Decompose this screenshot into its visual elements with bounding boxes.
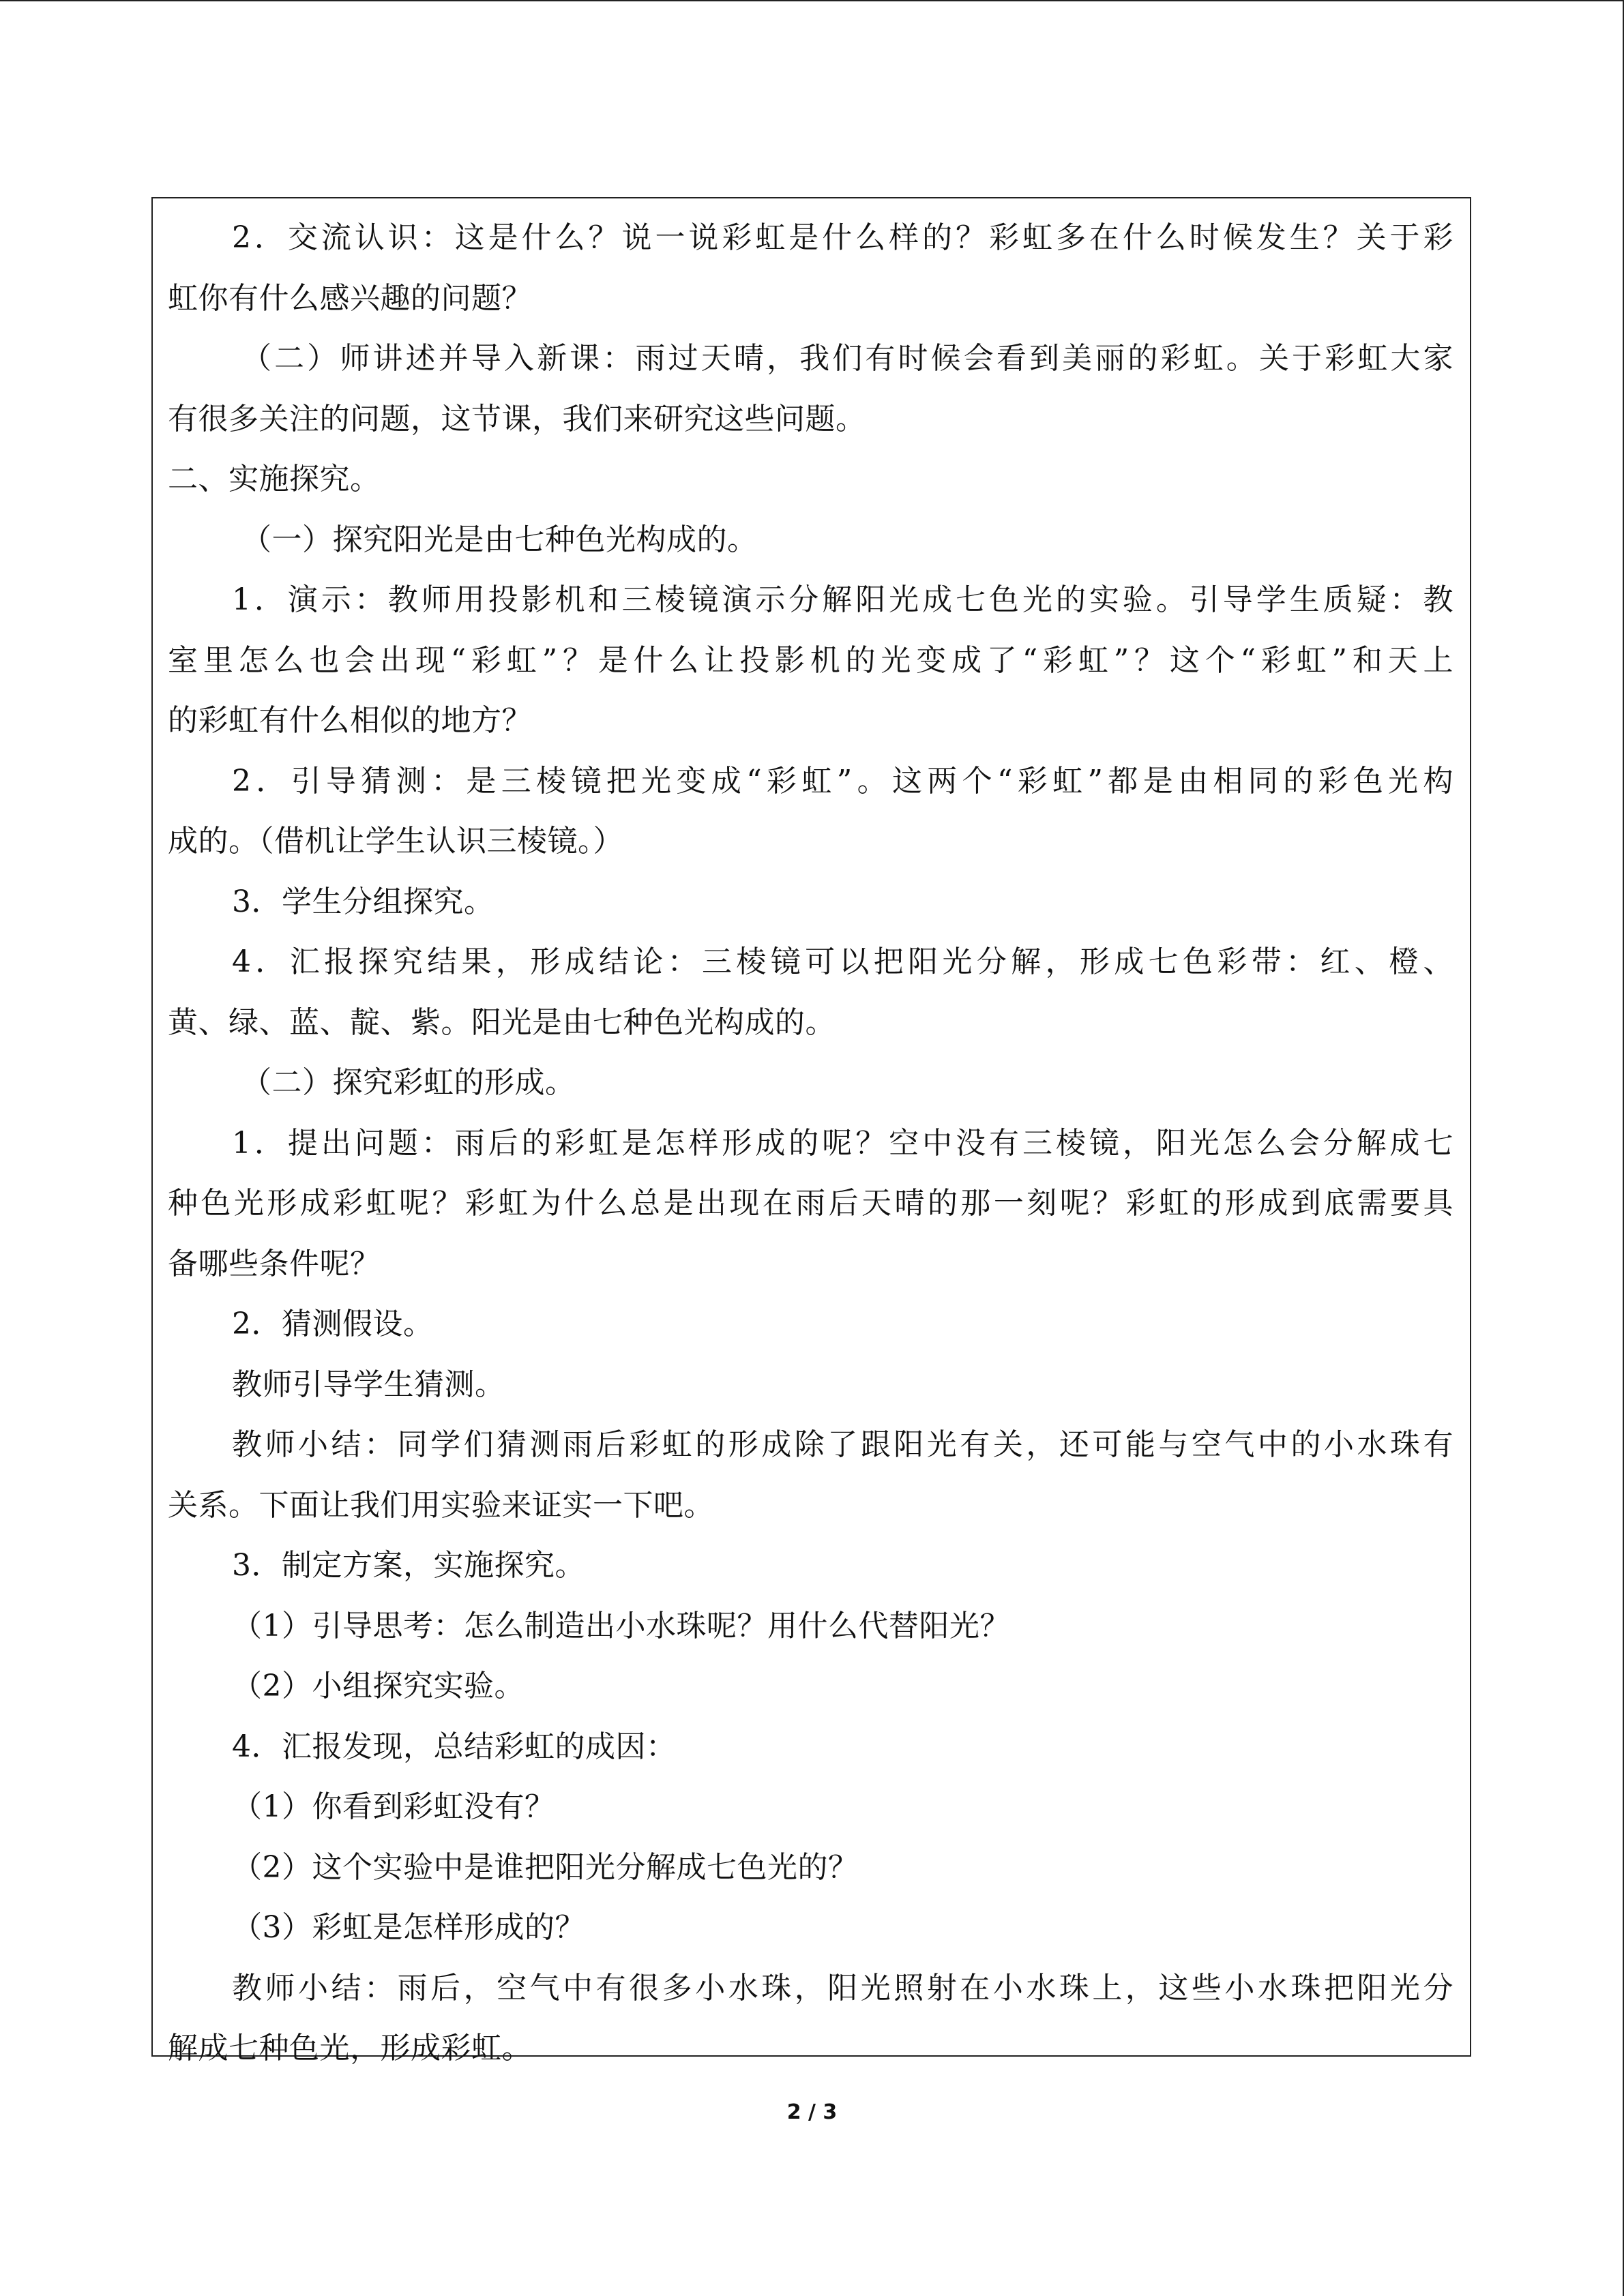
- text-line: 有很多关注的问题，这节课，我们来研究这些问题。: [168, 401, 866, 436]
- page-top-border: [0, 0, 1624, 1]
- text-line: 3．学生分组探究。: [232, 884, 494, 919]
- text-line: 教师小结：同学们猜测雨后彩虹的形成除了跟阳光有关，还可能与空气中的小水珠有: [232, 1427, 1453, 1462]
- text-line: 关系。下面让我们用实验来证实一下吧。: [168, 1487, 714, 1523]
- subsection-heading: （一）探究阳光是由七种色光构成的。: [241, 522, 758, 557]
- list-item: （1）你看到彩虹没有？: [232, 1789, 555, 1824]
- text-line: 2．猜测假设。: [232, 1307, 434, 1341]
- text-line: 4．汇报探究结果，形成结论：三棱镜可以把阳光分解，形成七色彩带：红、橙、: [232, 944, 1453, 979]
- text-line: 室里怎么也会出现“彩虹”？是什么让投影机的光变成了“彩虹”？这个“彩虹”和天上: [168, 642, 1453, 678]
- subsection-heading: （二）探究彩虹的形成。: [241, 1065, 576, 1100]
- text-line: 成的。（借机让学生认识三棱镜。）: [168, 824, 623, 859]
- text-line: 的彩虹有什么相似的地方？: [168, 703, 532, 738]
- section-heading: 二、实施探究。: [168, 462, 381, 496]
- list-item: （2）小组探究实验。: [232, 1669, 525, 1703]
- page-number: 2 / 3: [786, 2100, 838, 2124]
- text-line: 虹你有什么感兴趣的问题？: [168, 280, 532, 316]
- text-line: 备哪些条件呢？: [168, 1246, 381, 1281]
- text-line: 2．引导猜测：是三棱镜把光变成“彩虹”。这两个“彩虹”都是由相同的彩色光构: [232, 763, 1453, 799]
- text-line: 3．制定方案，实施探究。: [232, 1548, 585, 1583]
- list-item: （1）引导思考：怎么制造出小水珠呢？用什么代替阳光？: [232, 1608, 1010, 1643]
- list-item: （3）彩虹是怎样形成的？: [232, 1910, 585, 1945]
- text-line: 教师引导学生猜测。: [232, 1367, 505, 1402]
- text-line: 2．交流认识：这是什么？说一说彩虹是什么样的？彩虹多在什么时候发生？关于彩: [232, 220, 1453, 255]
- text-line: 解成七种色光，形成彩虹。: [168, 2031, 532, 2066]
- text-line: 4．汇报发现，总结彩虹的成因：: [232, 1729, 677, 1764]
- text-line: 1．提出问题：雨后的彩虹是怎样形成的呢？空中没有三棱镜，阳光怎么会分解成七: [232, 1125, 1453, 1161]
- text-line: 教师小结：雨后，空气中有很多小水珠，阳光照射在小水珠上，这些小水珠把阳光分: [232, 1970, 1453, 2006]
- text-line: （二）师讲述并导入新课：雨过天晴，我们有时候会看到美丽的彩虹。关于彩虹大家: [241, 341, 1453, 376]
- list-item: （2）这个实验中是谁把阳光分解成七色光的？: [232, 1849, 859, 1885]
- text-line: 1．演示：教师用投影机和三棱镜演示分解阳光成七色光的实验。引导学生质疑：教: [232, 582, 1453, 617]
- text-line: 种色光形成彩虹呢？彩虹为什么总是出现在雨后天晴的那一刻呢？彩虹的形成到底需要具: [168, 1186, 1453, 1221]
- lesson-content-box: [151, 197, 1471, 2066]
- text-line: 黄、绿、蓝、靛、紫。阳光是由七种色光构成的。: [168, 1004, 836, 1040]
